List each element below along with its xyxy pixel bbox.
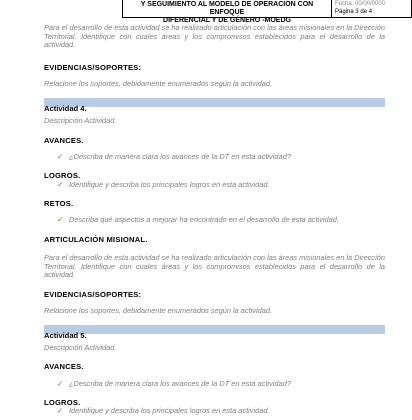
actividad-4-description: Descripción Actividad. (44, 116, 117, 125)
avances-bullet (57, 153, 291, 162)
check-icon: ✓ (57, 406, 64, 415)
logros-bullet (57, 407, 269, 416)
logros-text: Identifique y describa los principales logros en esta actividad. (69, 180, 270, 189)
actividad-4-heading: Actividad 4. (44, 104, 87, 113)
evidencias-text: Relacione los soportes, debidamente enumerados según la actividad. (44, 306, 273, 315)
actividad-4-band (44, 98, 385, 113)
actividad-5-description: Descripción Actividad. (44, 343, 117, 352)
logros-text: Identifique y describa los principales logros en esta actividad. (69, 406, 270, 415)
document-header-page (331, 0, 412, 18)
articulacion-paragraph: Para el desarrollo de esta actividad se ha realizado articulación con las áreas misionales en la Dirección Territorial. Identifique con cuales áreas y los compromisos establecidos para el desarrollo de la actividad. (44, 253, 385, 280)
logros-heading: LOGROS. (44, 171, 81, 180)
articulacion-paragraph-top: Para el desarrollo de esta actividad se ha realizado articulación con las áreas misionales en la Dirección Territorial. Identifique con cuales áreas y los compromisos establecidos para el desarrollo de la actividad. (44, 23, 385, 50)
avances-heading: AVANCES. (44, 136, 84, 145)
logros-bullet (57, 181, 269, 190)
actividad-5-heading: Actividad 5. (44, 331, 87, 340)
check-icon: ✓ (57, 180, 64, 189)
retos-bullet (57, 216, 339, 225)
check-icon: ✓ (57, 215, 64, 224)
avances-heading: AVANCES. (44, 362, 84, 371)
actividad-5-band (44, 325, 385, 340)
retos-text: Describa qué aspectos a mejorar ha encontrado en el desarrollo de esta actividad. (69, 215, 339, 224)
evidencias-heading: EVIDENCIAS/SOPORTES: (44, 63, 142, 72)
header-date: Fecha: 00/00/0000 (335, 1, 386, 7)
document-header-title (122, 0, 332, 24)
header-title-line-2: DIFERENCIAL Y DE GÉNERO -MOEDG (163, 17, 291, 24)
evidencias-heading: EVIDENCIAS/SOPORTES: (44, 290, 142, 299)
check-icon: ✓ (57, 379, 64, 388)
retos-heading: RETOS. (44, 199, 74, 208)
avances-text: ¿Describa de manera clara los avances de la DT en esta actividad? (69, 379, 291, 388)
check-icon: ✓ (57, 152, 64, 161)
evidencias-text: Relacione los soportes, debidamente enumerados según la actividad. (44, 79, 273, 88)
header-title-line-1: Y SEGUIMIENTO AL MODELO DE OPERACIÓN CON ENFOQUE (140, 1, 314, 16)
page-number: Página 3 de 4 (335, 9, 373, 15)
logros-heading: LOGROS. (44, 398, 81, 407)
articulacion-heading: ARTICULACIÓN MISIONAL. (44, 235, 148, 244)
avances-text: ¿Describa de manera clara los avances de la DT en esta actividad? (69, 152, 291, 161)
avances-bullet (57, 380, 291, 389)
